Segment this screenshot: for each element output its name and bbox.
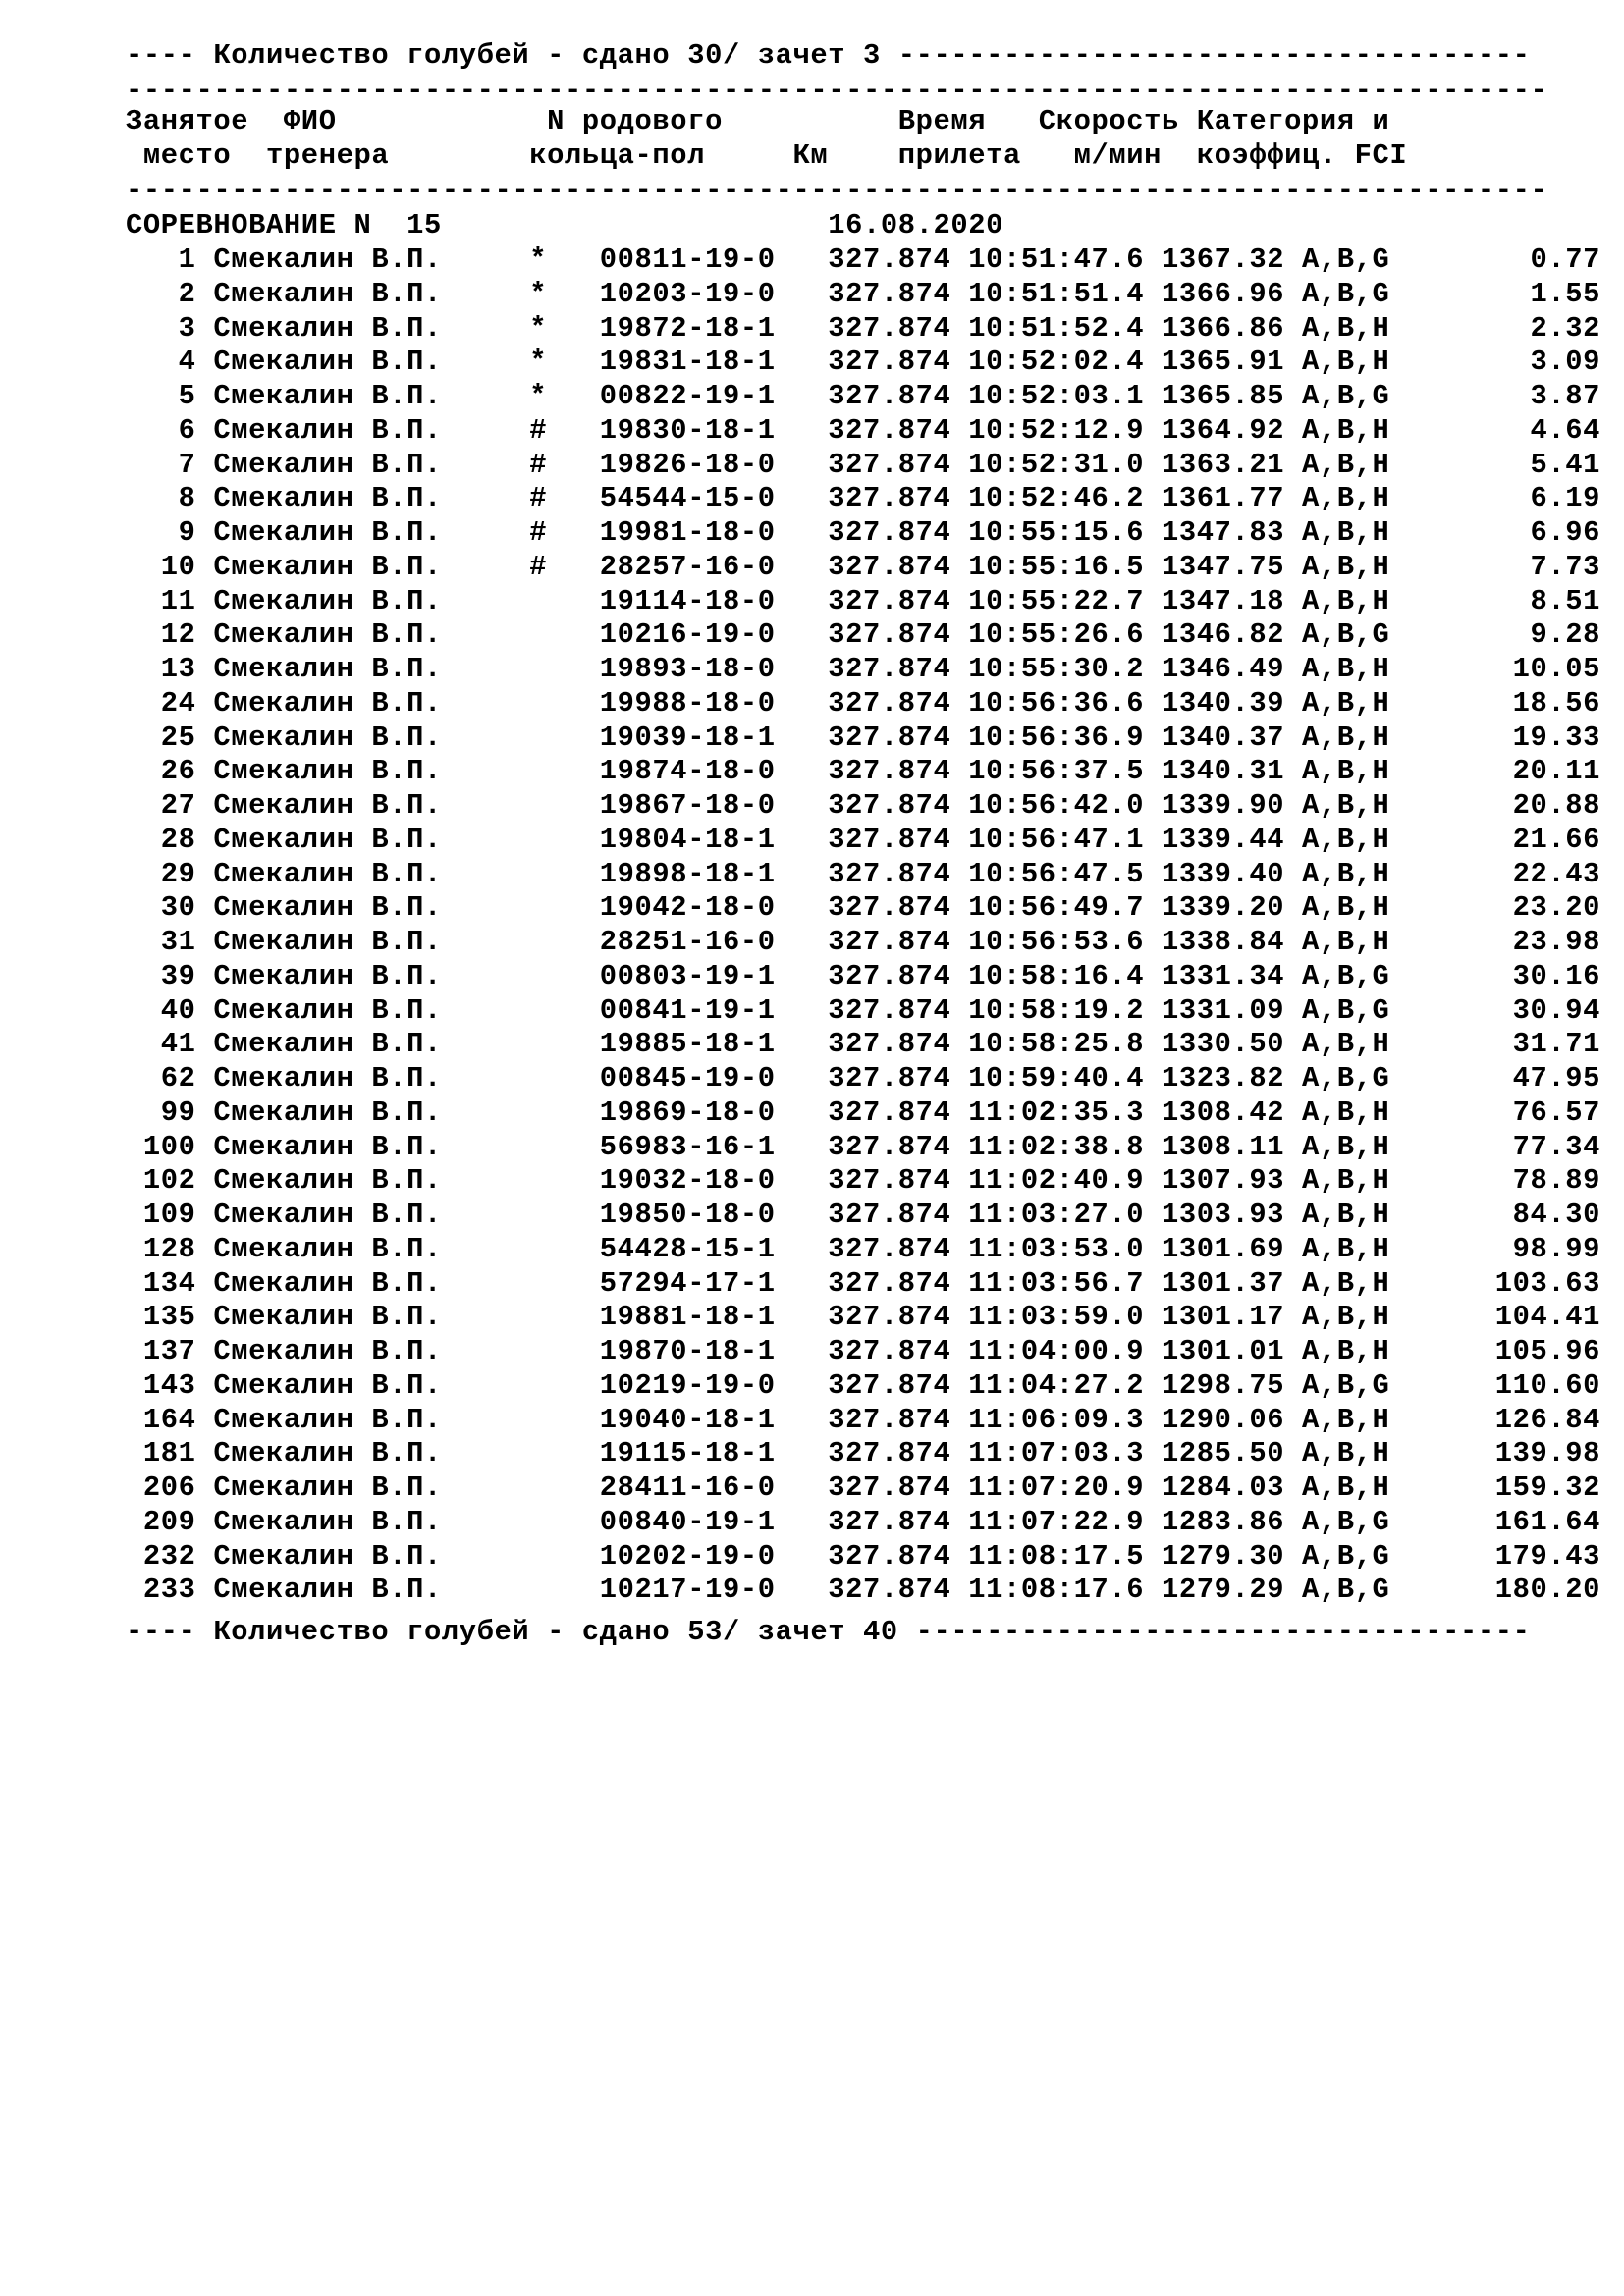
report-page xyxy=(126,0,1598,2296)
result-row: 29 Смекалин В.П. 19898-18-1 327.874 10:56:47.5 1339.40 A,B,H 22.43 xyxy=(126,857,1600,890)
result-row: 209 Смекалин В.П. 00840-19-1 327.874 11:07:22.9 1283.86 A,B,G 161.64 xyxy=(126,1505,1600,1538)
result-row: 24 Смекалин В.П. 19988-18-0 327.874 10:56:36.6 1340.39 A,B,H 18.56 xyxy=(126,686,1600,720)
result-row: 164 Смекалин В.П. 19040-18-1 327.874 11:06:09.3 1290.06 A,B,H 126.84 xyxy=(126,1403,1600,1436)
result-row: 62 Смекалин В.П. 00845-19-0 327.874 10:59:40.4 1323.82 A,B,G 47.95 xyxy=(126,1062,1600,1095)
result-row: 233 Смекалин В.П. 10217-19-0 327.874 11:08:17.6 1279.29 A,B,G 180.20 xyxy=(126,1574,1600,1607)
result-row: 7 Смекалин В.П. # 19826-18-0 327.874 10:52:31.0 1363.21 A,B,H 5.41 xyxy=(126,448,1600,481)
result-row: 39 Смекалин В.П. 00803-19-1 327.874 10:58:16.4 1331.34 A,B,G 30.16 xyxy=(126,959,1600,992)
result-row: 102 Смекалин В.П. 19032-18-0 327.874 11:02:40.9 1307.93 A,B,H 78.89 xyxy=(126,1164,1600,1198)
bottom-summary-line: ---- Количество голубей - сдано 53/ зачет 40 ----------------------------------- xyxy=(126,1616,1531,1648)
result-row: 31 Смекалин В.П. 28251-16-0 327.874 10:56:53.6 1338.84 A,B,H 23.98 xyxy=(126,926,1600,958)
result-row: 134 Смекалин В.П. 57294-17-1 327.874 11:03:56.7 1301.37 A,B,H 103.63 xyxy=(126,1266,1600,1300)
result-row: 30 Смекалин В.П. 19042-18-0 327.874 10:56:49.7 1339.20 A,B,H 23.20 xyxy=(126,891,1600,925)
result-row: 9 Смекалин В.П. # 19981-18-0 327.874 10:55:15.6 1347.83 A,B,H 6.96 xyxy=(126,516,1600,549)
competition-line: СОРЕВНОВАНИЕ N 15 16.08.2020 xyxy=(126,209,1004,241)
result-row: 135 Смекалин В.П. 19881-18-1 327.874 11:03:59.0 1301.17 A,B,H 104.41 xyxy=(126,1301,1600,1334)
result-row: 12 Смекалин В.П. 10216-19-0 327.874 10:55:26.6 1346.82 A,B,G 9.28 xyxy=(126,618,1600,652)
result-row: 99 Смекалин В.П. 19869-18-0 327.874 11:02:35.3 1308.42 A,B,H 76.57 xyxy=(126,1095,1600,1129)
result-row: 10 Смекалин В.П. # 28257-16-0 327.874 10:55:16.5 1347.75 A,B,H 7.73 xyxy=(126,550,1600,583)
result-row: 26 Смекалин В.П. 19874-18-0 327.874 10:56:37.5 1340.31 A,B,H 20.11 xyxy=(126,755,1600,788)
result-row: 11 Смекалин В.П. 19114-18-0 327.874 10:55:22.7 1347.18 A,B,H 8.51 xyxy=(126,584,1600,617)
result-row: 3 Смекалин В.П. * 19872-18-1 327.874 10:51:52.4 1366.86 A,B,H 2.32 xyxy=(126,311,1600,345)
result-row: 2 Смекалин В.П. * 10203-19-0 327.874 10:51:51.4 1366.96 A,B,G 1.55 xyxy=(126,277,1600,310)
result-row: 143 Смекалин В.П. 10219-19-0 327.874 11:04:27.2 1298.75 A,B,G 110.60 xyxy=(126,1368,1600,1402)
column-header-line-2: место тренера кольца-пол Км прилета м/мин коэффиц. FCI xyxy=(126,139,1408,172)
result-row: 27 Смекалин В.П. 19867-18-0 327.874 10:56:42.0 1339.90 A,B,H 20.88 xyxy=(126,789,1600,822)
result-row: 4 Смекалин В.П. * 19831-18-1 327.874 10:52:02.4 1365.91 A,B,H 3.09 xyxy=(126,346,1600,379)
result-row: 41 Смекалин В.П. 19885-18-1 327.874 10:58:25.8 1330.50 A,B,H 31.71 xyxy=(126,1028,1600,1061)
result-row: 5 Смекалин В.П. * 00822-19-1 327.874 10:52:03.1 1365.85 A,B,G 3.87 xyxy=(126,380,1600,412)
result-row: 128 Смекалин В.П. 54428-15-1 327.874 11:03:53.0 1301.69 A,B,H 98.99 xyxy=(126,1232,1600,1265)
result-row: 6 Смекалин В.П. # 19830-18-1 327.874 10:52:12.9 1364.92 A,B,H 4.64 xyxy=(126,413,1600,447)
result-row: 40 Смекалин В.П. 00841-19-1 327.874 10:58:19.2 1331.09 A,B,G 30.94 xyxy=(126,993,1600,1027)
result-row: 13 Смекалин В.П. 19893-18-0 327.874 10:55:30.2 1346.49 A,B,H 10.05 xyxy=(126,653,1600,685)
result-row: 28 Смекалин В.П. 19804-18-1 327.874 10:56:47.1 1339.44 A,B,H 21.66 xyxy=(126,823,1600,856)
result-row: 181 Смекалин В.П. 19115-18-1 327.874 11:07:03.3 1285.50 A,B,H 139.98 xyxy=(126,1437,1600,1470)
result-row: 100 Смекалин В.П. 56983-16-1 327.874 11:02:38.8 1308.11 A,B,H 77.34 xyxy=(126,1130,1600,1163)
result-row: 8 Смекалин В.П. # 54544-15-0 327.874 10:52:46.2 1361.77 A,B,H 6.19 xyxy=(126,482,1600,515)
separator-rule: --------------------------------------------------------------------------------- xyxy=(126,175,1548,207)
result-row: 232 Смекалин В.П. 10202-19-0 327.874 11:08:17.5 1279.30 A,B,G 179.43 xyxy=(126,1539,1600,1573)
result-row: 137 Смекалин В.П. 19870-18-1 327.874 11:04:00.9 1301.01 A,B,H 105.96 xyxy=(126,1335,1600,1367)
separator-rule: --------------------------------------------------------------------------------- xyxy=(126,75,1548,107)
result-row: 109 Смекалин В.П. 19850-18-0 327.874 11:03:27.0 1303.93 A,B,H 84.30 xyxy=(126,1199,1600,1231)
result-row: 25 Смекалин В.П. 19039-18-1 327.874 10:56:36.9 1340.37 A,B,H 19.33 xyxy=(126,721,1600,754)
result-row: 1 Смекалин В.П. * 00811-19-0 327.874 10:51:47.6 1367.32 A,B,G 0.77 xyxy=(126,243,1600,276)
column-header-line-1: Занятое ФИО N родового Время Скорость Категория и xyxy=(126,105,1390,137)
result-row: 206 Смекалин В.П. 28411-16-0 327.874 11:07:20.9 1284.03 A,B,H 159.32 xyxy=(126,1471,1600,1504)
top-summary-line: ---- Количество голубей - сдано 30/ зачет 3 ------------------------------------ xyxy=(126,39,1531,72)
